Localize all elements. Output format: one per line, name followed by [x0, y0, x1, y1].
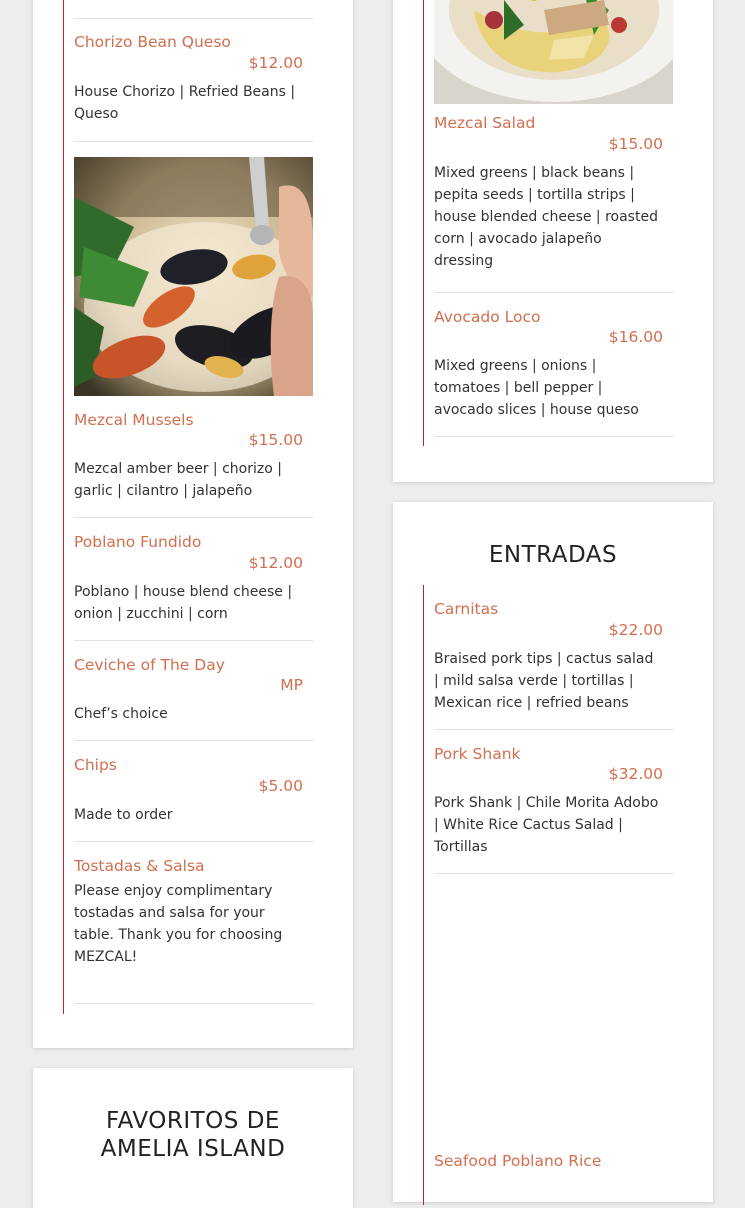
left-menu-card	[33, 0, 353, 1048]
item-price: $12.00	[248, 54, 303, 72]
item-price: $32.00	[608, 765, 663, 783]
item-name: Poblano Fundido	[74, 533, 202, 551]
item-name: Avocado Loco	[434, 308, 541, 326]
menu-item-seafood-poblano-rice[interactable]	[434, 1137, 673, 1197]
item-description: Poblano | house blend cheese | onion | zucchini | corn	[74, 584, 293, 622]
item-description: Braised pork tips | cactus salad | mild salsa verde | tortillas | Mexican rice | refried beans	[434, 651, 654, 711]
entradas-title: ENTRADAS	[488, 542, 618, 568]
mussels-dish-photo-icon	[74, 157, 313, 396]
salad-dish-photo-icon	[434, 0, 673, 104]
item-name: Mezcal Mussels	[74, 411, 194, 429]
item-name: Mezcal Salad	[434, 114, 536, 132]
item-price: MP	[280, 676, 303, 694]
item-description: Mixed greens | onions | tomatoes | bell pepper | avocado slices | house queso	[434, 358, 639, 418]
item-description: Pork Shank | Chile Morita Adobo | White Rice Cactus Salad | Tortillas	[434, 795, 659, 855]
item-name: Seafood Poblano Rice	[434, 1152, 602, 1170]
item-name: Chips	[74, 756, 117, 774]
item-description: Please enjoy complimentary tostadas and salsa for your table. Thank you for choosing MEZCAL!	[74, 883, 283, 965]
menu-item-mezcal-salad[interactable]	[434, 114, 673, 293]
salads-menu-list	[423, 0, 684, 446]
item-price: $16.00	[608, 328, 663, 346]
item-price: $5.00	[258, 777, 303, 795]
item-description: House Chorizo | Refried Beans | Queso	[74, 84, 296, 122]
menu-item-avocado-loco[interactable]	[434, 293, 673, 437]
item-price: $22.00	[608, 621, 663, 639]
left-menu-list	[63, 0, 324, 1014]
entradas-menu-list	[423, 585, 684, 1205]
menu-item-ceviche-of-the-day[interactable]	[74, 641, 313, 741]
entradas-card	[393, 502, 713, 1202]
menu-divider-top	[74, 0, 313, 19]
favoritos-title-line2: AMELIA ISLAND	[100, 1136, 286, 1162]
salad-photo	[434, 0, 673, 104]
item-description: Mixed greens | black beans | pepita seeds | tortilla strips | house blended cheese | roasted corn | avocado jalapeño dressing	[434, 165, 658, 269]
item-name: Chorizo Bean Queso	[74, 33, 231, 51]
menu-item-carnitas[interactable]	[434, 585, 673, 730]
mussels-photo	[74, 157, 313, 396]
favoritos-title-line1: FAVORITOS DE	[106, 1108, 280, 1134]
item-name: Tostadas & Salsa	[74, 857, 205, 875]
item-description: Mezcal amber beer | chorizo | garlic | cilantro | jalapeño	[74, 461, 282, 499]
item-name: Carnitas	[434, 600, 499, 618]
item-price: $12.00	[248, 554, 303, 572]
item-description: Chef’s choice	[74, 706, 168, 722]
item-name: Pork Shank	[434, 745, 521, 763]
item-price: $15.00	[248, 431, 303, 449]
item-name: Ceviche of The Day	[74, 656, 225, 674]
menu-item-pork-shank[interactable]	[434, 730, 673, 874]
menu-item-chips[interactable]	[74, 741, 313, 842]
favoritos-card	[33, 1068, 353, 1208]
menu-item-poblano-fundido[interactable]	[74, 518, 313, 641]
item-price: $15.00	[608, 135, 663, 153]
item-description: Made to order	[74, 807, 173, 823]
salads-card	[393, 0, 713, 482]
menu-item-chorizo-bean-queso[interactable]	[74, 18, 313, 142]
menu-item-tostadas-salsa[interactable]	[74, 842, 313, 1004]
menu-item-mezcal-mussels[interactable]	[74, 396, 313, 518]
